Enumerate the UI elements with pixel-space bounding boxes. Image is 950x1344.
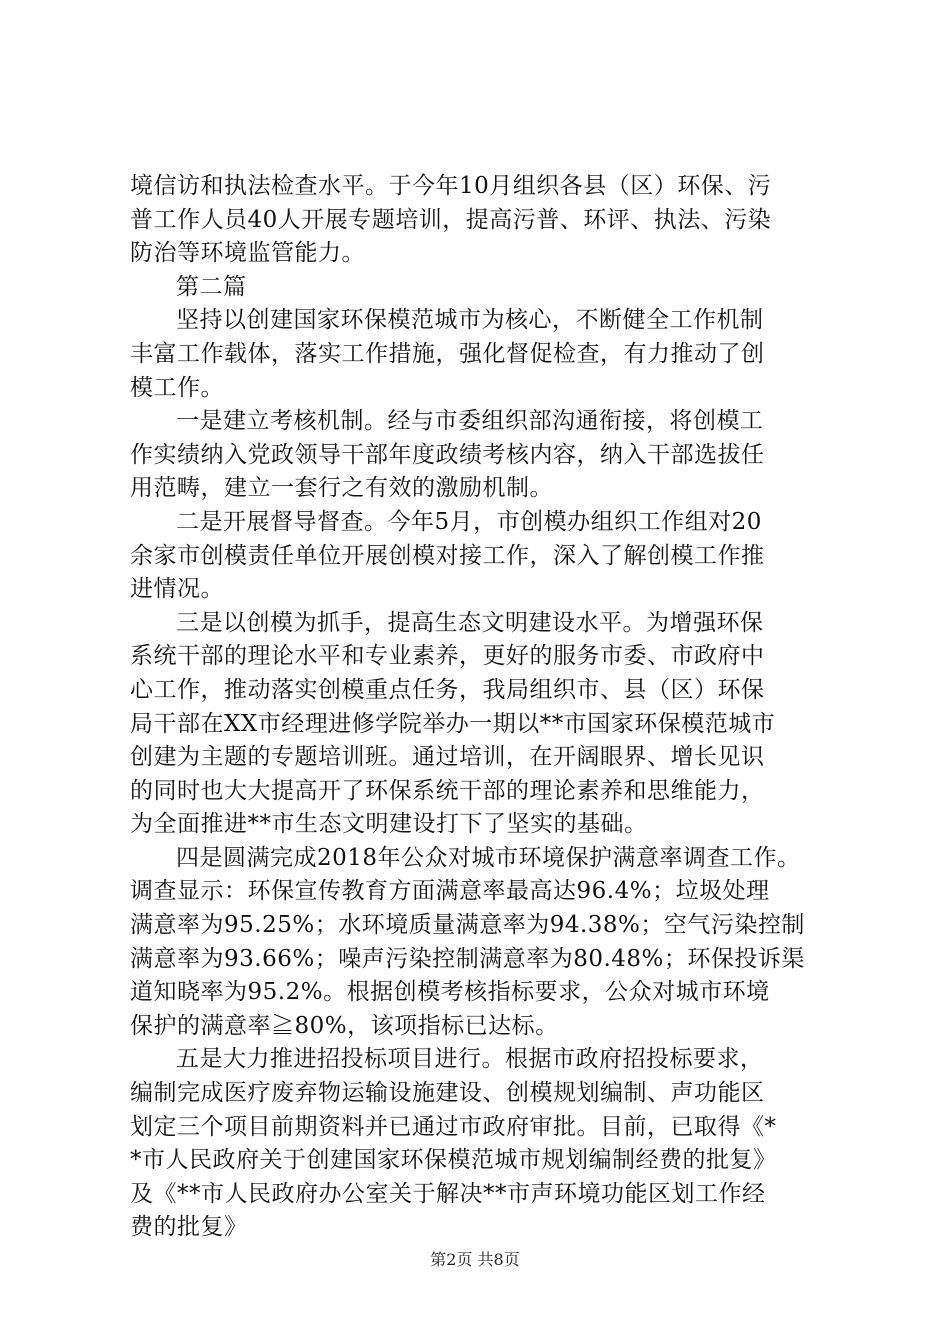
text-line: 满意率为93.66%；噪声污染控制满意率为80.48%；环保投诉渠 [130, 945, 805, 972]
text-line: 作实绩纳入党政领导干部年度政绩考核内容，纳入干部选拔任 [130, 441, 765, 468]
text-line: 心工作，推动落实创模重点任务，我局组织市、县（区）环保 [130, 676, 765, 703]
page-footer: 第2页 共8页 [430, 1250, 520, 1269]
text-line: 道知晓率为95.2%。根据创模考核指标要求，公众对城市环境 [130, 979, 770, 1006]
text-line: 四是圆满完成2018年公众对城市环境保护满意率调查工作。 [176, 844, 801, 871]
text-line: 调查显示：环保宣传教育方面满意率最高达96.4%；垃圾处理 [130, 878, 770, 905]
text-line: 为全面推进**市生态文明建设打下了坚实的基础。 [130, 811, 648, 838]
text-line: 境信访和执法检查水平。于今年10月组织各县（区）环保、污 [130, 173, 772, 199]
text-line: 满意率为95.25%；水环境质量满意率为94.38%；空气污染控制 [130, 912, 805, 939]
text-line: 创建为主题的专题培训班。通过培训，在开阔眼界、增长见识 [130, 744, 765, 771]
document-body [130, 170, 830, 1245]
text-line: 一是建立考核机制。经与市委组织部沟通衔接，将创模工 [176, 408, 764, 435]
text-line: 普工作人员40人开展专题培训，提高污普、环评、执法、污染 [130, 206, 772, 233]
text-line: *市人民政府关于创建国家环保模范城市规划编制经费的批复》 [130, 1147, 777, 1174]
text-line: 用范畴，建立一套行之有效的激励机制。 [130, 475, 553, 502]
text-line: 第二篇 [176, 273, 247, 300]
text-line: 五是大力推进招投标项目进行。根据市政府招投标要求， [176, 1046, 764, 1073]
text-line: 进情况。 [130, 576, 224, 603]
text-line: 防治等环境监管能力。 [130, 240, 365, 267]
text-line: 编制完成医疗废弃物运输设施建设、创模规划编制、声功能区 [130, 1080, 765, 1107]
text-line: 余家市创模责任单位开展创模对接工作，深入了解创模工作推 [130, 542, 765, 569]
text-line: 二是开展督导督查。今年5月，市创模办组织工作组对20 [176, 508, 762, 535]
text-line: 保护的满意率≧80%，该项指标已达标。 [130, 1012, 559, 1039]
text-line: 局干部在XX市经理进修学院举办一期以**市国家环保模范城市 [130, 710, 776, 737]
text-line: 丰富工作载体，落实工作措施，强化督促检查，有力推动了创 [130, 340, 765, 367]
text-line: 的同时也大大提高开了环保系统干部的理论素养和思维能力， [130, 777, 765, 804]
text-line: 划定三个项目前期资料并已通过市政府审批。目前，已取得《* [130, 1113, 777, 1140]
text-line: 三是以创模为抓手，提高生态文明建设水平。为增强环保 [176, 609, 764, 636]
text-line: 模工作。 [130, 374, 224, 401]
text-line: 坚持以创建国家环保模范城市为核心，不断健全工作机制 [176, 307, 764, 334]
text-line: 费的批复》 [130, 1214, 248, 1241]
text-line: 系统干部的理论水平和专业素养，更好的服务市委、市政府中 [130, 643, 765, 670]
text-line: 及《**市人民政府办公室关于解决**市声环境功能区划工作经 [130, 1180, 766, 1207]
